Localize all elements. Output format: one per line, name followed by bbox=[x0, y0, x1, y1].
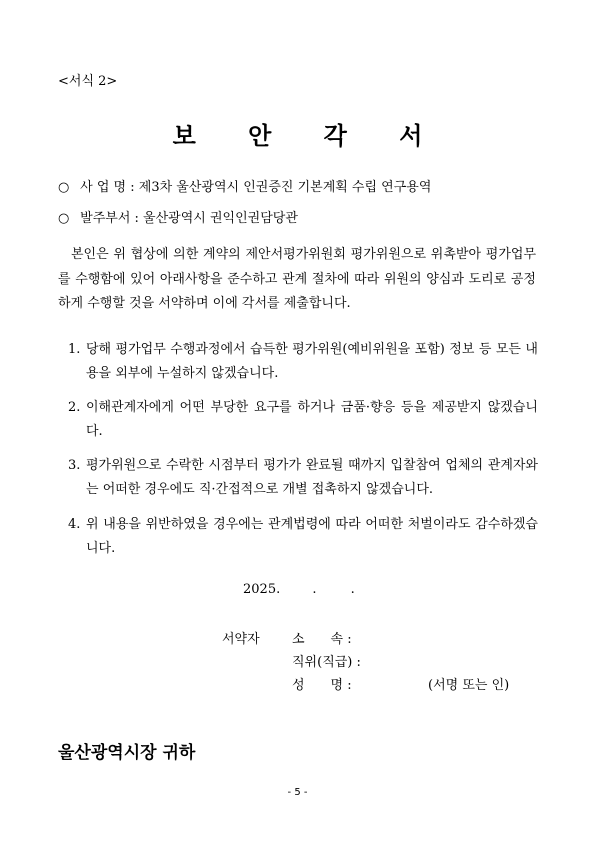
info-separator: : bbox=[130, 180, 135, 195]
position-label: 직위(직급) : bbox=[292, 655, 361, 670]
pledge-item bbox=[68, 338, 538, 386]
document-title: 보 안 각 서 bbox=[172, 121, 445, 150]
circle-bullet-icon: ○ bbox=[58, 180, 70, 195]
intro-paragraph: 본인은 위 협상에 의한 계약의 제안서평가위원회 평가위원으로 위촉받아 평가업무를 수행함에 있어 아래사항을 준수하고 관계 절차에 따라 위원의 양심과 도리로 공정하게 수행할 것을 서약하며 이에 각서를 제출합니다. bbox=[58, 247, 536, 311]
pledge-item-number: 2. bbox=[68, 400, 81, 415]
info-row-department bbox=[58, 207, 298, 226]
info-label-project: 사 업 명 bbox=[80, 180, 127, 195]
pledge-item-text: 이해관계자에게 어떤 부당한 요구를 하거나 금품·향응 등을 제공받지 않겠습니다. bbox=[86, 400, 538, 439]
pledge-item bbox=[68, 454, 538, 502]
date-month-dot: . bbox=[312, 582, 317, 597]
circle-bullet-icon: ○ bbox=[58, 211, 70, 226]
name-label: 성 명 : bbox=[292, 678, 352, 693]
date-year: 2025. bbox=[243, 582, 281, 597]
affiliation-label: 소 속 : bbox=[292, 632, 352, 647]
sign-or-seal-note: (서명 또는 인) bbox=[428, 678, 510, 693]
info-separator: : bbox=[134, 211, 139, 226]
pledge-item bbox=[68, 513, 538, 561]
pledge-item-number: 4. bbox=[68, 517, 81, 532]
pledge-item-text: 당해 평가업무 수행과정에서 습득한 평가위원(예비위원을 포함) 정보 등 모든 내용을 외부에 누설하지 않겠습니다. bbox=[86, 342, 538, 381]
page-number: - 5 - bbox=[287, 787, 308, 798]
pledge-date bbox=[243, 582, 355, 597]
signer-label: 서약자 bbox=[222, 632, 260, 647]
pledge-item-text: 평가위원으로 수락한 시점부터 평가가 완료될 때까지 입찰참여 업체의 관계자와는 어떠한 경우에도 직·간접적으로 개별 접촉하지 않겠습니다. bbox=[86, 458, 538, 497]
date-day-dot: . bbox=[350, 582, 355, 597]
info-label-department: 발주부서 bbox=[80, 211, 131, 226]
pledge-item-text: 위 내용을 위반하였을 경우에는 관계법령에 따라 어떠한 처벌이라도 감수하겠습니다. bbox=[86, 517, 538, 556]
info-row-project bbox=[58, 176, 431, 195]
pledge-item-number: 1. bbox=[68, 342, 81, 357]
addressee: 울산광역시장 귀하 bbox=[58, 743, 196, 763]
info-value-project: 제3차 울산광역시 인권증진 기본계획 수립 연구용역 bbox=[138, 180, 432, 195]
pledge-item-number: 3. bbox=[68, 458, 81, 473]
pledge-item bbox=[68, 396, 538, 444]
form-number: <서식 2> bbox=[58, 74, 118, 89]
info-value-department: 울산광역시 권익인권담당관 bbox=[143, 211, 298, 226]
